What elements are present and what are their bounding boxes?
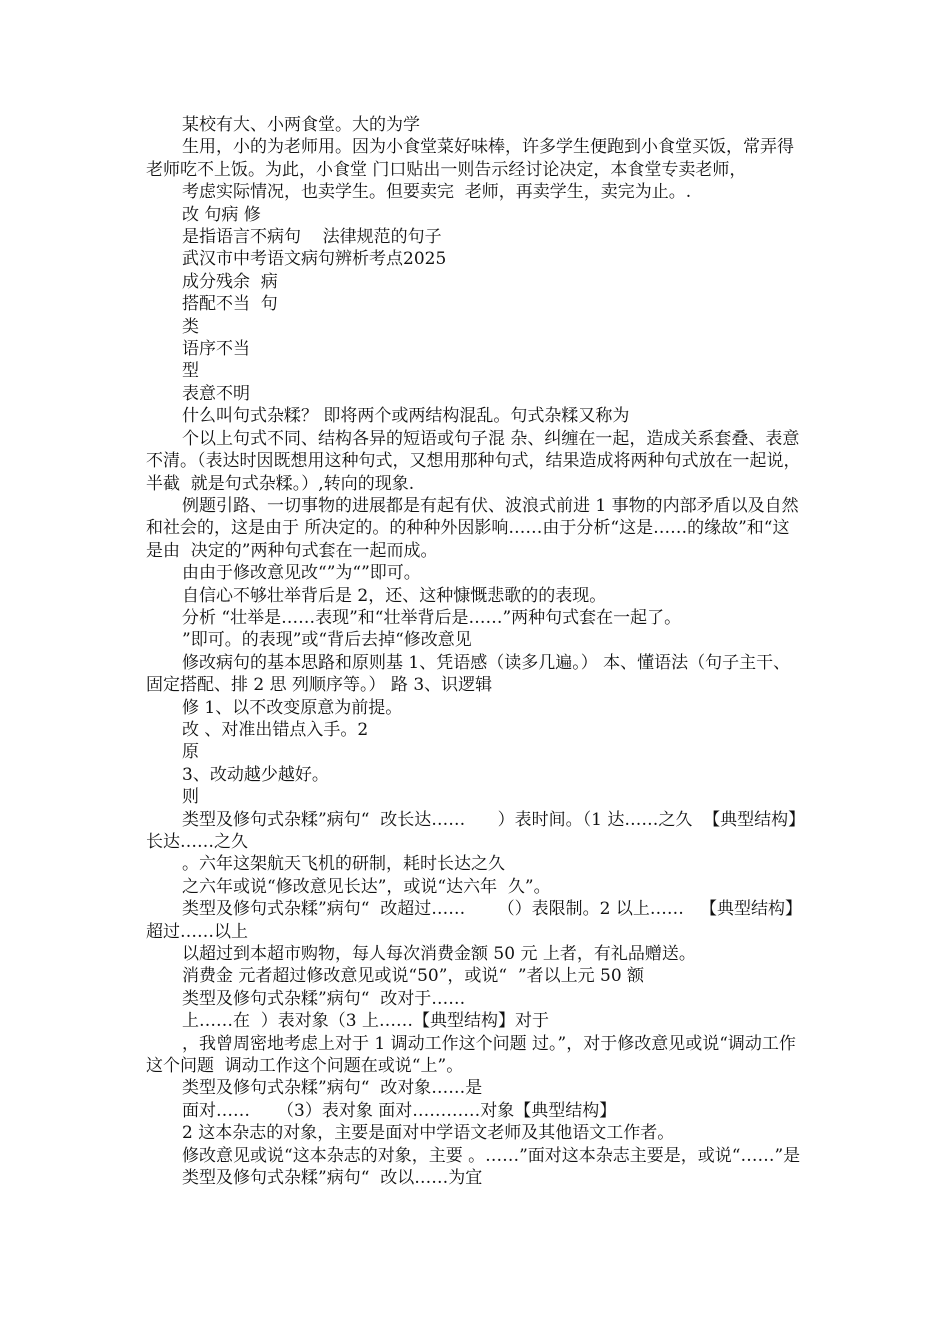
paragraph: 分析 “壮举是……表现”和“壮举背后是……”两种句式套在一起了。 [182,607,682,628]
paragraph: 语序不当 [182,339,250,360]
paragraph: 则 [182,787,199,808]
paragraph: 3、改动越少越好。 [182,764,329,785]
paragraph: 成分残余 病 [182,271,278,292]
paragraph: 类型及修句式杂糅”病句“ 改对象……是 [182,1078,483,1099]
paragraph: 武汉市中考语文病句辨析考点2025 [182,249,447,270]
paragraph: 某校有大、小两食堂。大的为学 [182,115,420,135]
paragraph: ”即可。的表现”或“背后去掉“修改意见 [182,630,472,651]
paragraph: 搭配不当 句 [182,294,278,315]
paragraph: 消费金 元者超过修改意见或说“50”，或说“ ”者以上元 50 额 [182,966,645,987]
paragraph: 自信心不够壮举背后是 2，还、这种慷慨悲歌的的表现。 [182,585,607,606]
paragraph: 2 这本杂志的对象，主要是面对中学语文老师及其他语文工作者。 [182,1123,675,1144]
paragraph: 之六年或说“修改意见长达”，或说“达六年 久”。 [182,876,551,897]
paragraph: 上……在 ）表对象（3 上……【典型结构】对于 [182,1011,550,1032]
paragraph: 生用，小的为老师用。因为小食堂菜好味棒，许多学生便跑到小食堂买饭，常弄得老师吃不上饭。为此，小食堂 门口贴出一则告示经讨论决定，本食堂专卖老师， [146,137,794,180]
paragraph: 型 [182,361,199,382]
paragraph: 改 句病 修 [182,204,261,225]
paragraph: 类型及修句式杂糅”病句“ 改长达…… ）表时间。（1 达……之久 【典型结构】长达……之久 [146,809,806,852]
paragraph: 。六年这架航天飞机的研制，耗时长达之久 [182,854,505,875]
paragraph: 个以上句式不同、结构各异的短语或句子混 杂、纠缠在一起，造成关系套叠、表意不清。（表达时因既想用这种句式，又想用那种句式，结果造成将两种句式放在一起说，半截 就是句式杂糅。）,转向的现象. [146,428,801,494]
paragraph: 改 、对准出错点入手。2 [182,719,369,740]
paragraph: 例题引路、一切事物的进展都是有起有伏、波浪式前进 1 事物的内部矛盾以及自然和社会的，这是由于 所决定的。的种种外因影响……由于分析“这是……的缘故”和“这是由 决定的”两种句式套在一起而成。 [146,495,799,561]
paragraph: 修改意见或说“这本杂志的对象，主要 。……”面对这本杂志主要是，或说“……”是 [182,1145,801,1166]
paragraph: 以超过到本超市购物，每人每次消费金额 50 元 上者，有礼品赠送。 [182,944,696,965]
paragraph: 由由于修改意见改“”为“”即可。 [182,563,421,584]
document-body [146,114,806,1190]
paragraph: 修改病句的基本思路和原则基 1、凭语感（读多几遍。） 本、懂语法（句子主干、固定搭配、排 2 思 列顺序等。） 路 3、识逻辑 [146,652,791,696]
paragraph: 表意不明 [182,383,250,404]
paragraph: 修 1、以不改变原意为前提。 [182,697,403,718]
paragraph: 类型及修句式杂糅”病句“ 改以……为宜 [182,1168,483,1189]
paragraph: 类 [182,316,199,337]
paragraph: 考虑实际情况，也卖学生。但要卖完 老师，再卖学生，卖完为止。. [182,182,692,203]
paragraph: 类型及修句式杂糅”病句“ 改对于…… [182,988,466,1009]
paragraph: 原 [182,742,199,763]
paragraph: 类型及修句式杂糅”病句“ 改超过…… （）表限制。2 以上…… 【典型结构】超过……以上 [146,899,803,942]
paragraph: 什么叫句式杂糅？ 即将两个或两结构混乱。句式杂糅又称为 [182,406,630,427]
paragraph: 是指语言不病句 法律规范的句子 [182,227,442,248]
paragraph: 面对…… （3）表对象 面对…………对象【典型结构】 [182,1100,617,1121]
paragraph: ，我曾周密地考虑上对于 1 调动工作这个问题 过。”，对于修改意见或说“调动工作这个问题 调动工作这个问题在或说“上”。 [146,1033,796,1077]
